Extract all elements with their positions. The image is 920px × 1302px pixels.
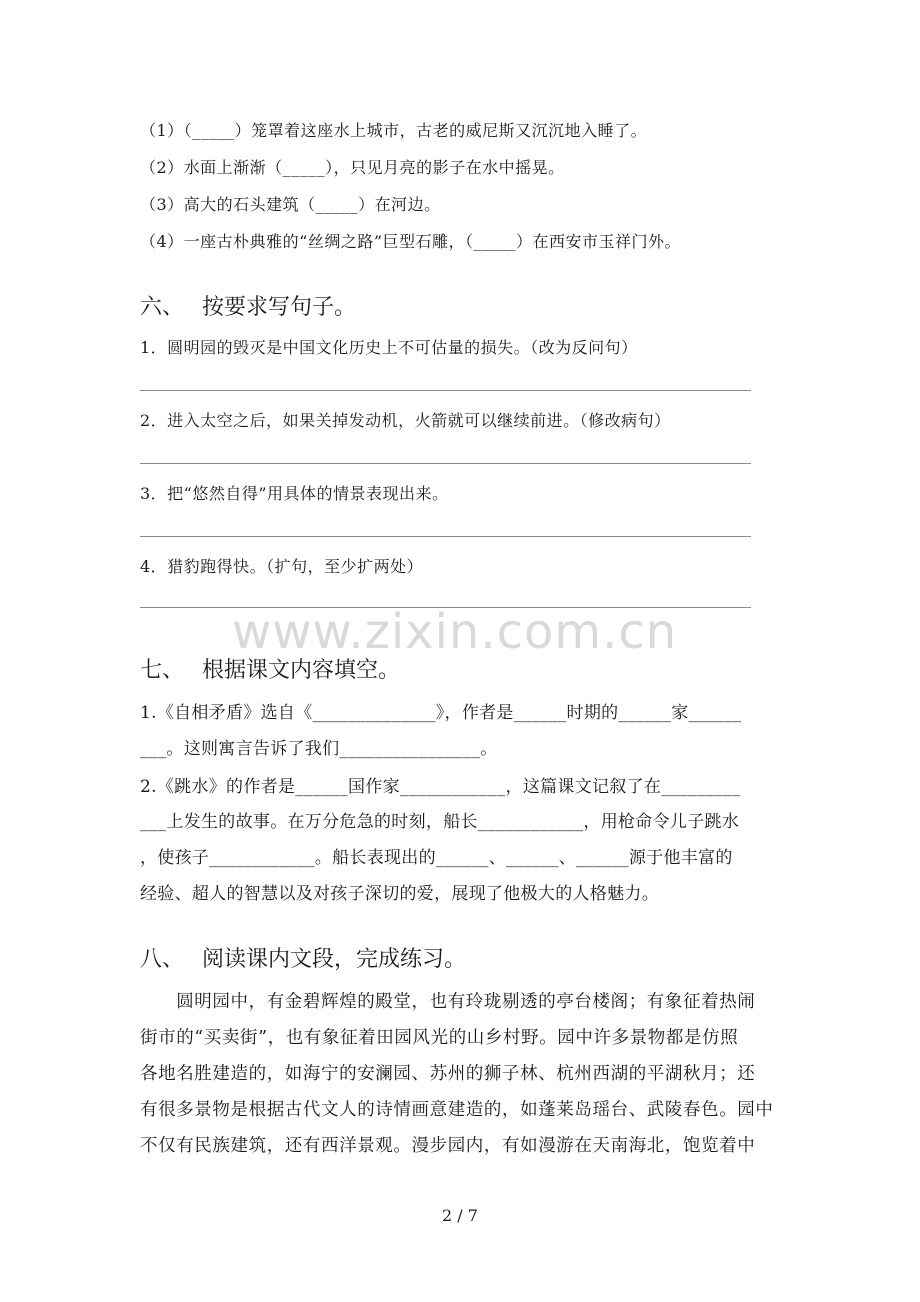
section-7-line-1: 1.《自相矛盾》选自《______________》，作者是______时期的______家______ <box>140 703 742 723</box>
watermark: www.zixin.com.cn <box>232 604 678 660</box>
fill-item-2: （2）水面上渐渐（_____），只见月亮的影子在水中摇晃。 <box>140 158 565 177</box>
fill-item-4: （4）一座古朴典雅的“丝绸之路”巨型石雕，（_____）在西安市玉祥门外。 <box>140 232 682 251</box>
section-7-title: 根据课文内容填空。 <box>202 658 401 683</box>
question-6-3: 3．把“悠然自得”用具体的情景表现出来。 <box>140 484 449 503</box>
fill-item-1: （1）（_____）笼罩着这座水上城市，古老的威尼斯又沉沉地入睡了。 <box>140 121 648 140</box>
section-6-title: 按要求写句子。 <box>202 295 357 320</box>
section-7-heading <box>140 653 400 684</box>
answer-line-6-1[interactable] <box>140 390 751 391</box>
section-7-number: 七、 <box>140 658 185 683</box>
section-7-line-6: 经验、超人的智慧以及对孩子深切的爱，展现了他极大的人格魅力。 <box>140 884 659 904</box>
passage-line-3: 各地名胜建造的，如海宁的安澜园、苏州的狮子林、杭州西湖的平湖秋月；还 <box>140 1064 756 1084</box>
section-7-line-5: ，使孩子____________。船长表现出的______、______、______源于他丰富的 <box>140 848 733 868</box>
question-6-4: 4．猎豹跑得快。（扩句，至少扩两处） <box>140 557 424 576</box>
question-6-2: 2．进入太空之后，如果关掉发动机，火箭就可以继续前进。（修改病句） <box>140 411 671 430</box>
passage-line-1: 圆明园中，有金碧辉煌的殿堂，也有玲珑剔透的亭台楼阁；有象征着热闹 <box>140 992 756 1012</box>
answer-line-6-2[interactable] <box>140 463 751 464</box>
section-6-number: 六、 <box>140 295 185 320</box>
section-7-line-2: ___。这则寓言告诉了我们________________。 <box>140 739 498 759</box>
section-8-heading <box>140 942 466 973</box>
answer-line-6-3[interactable] <box>140 536 751 537</box>
section-7-line-4: ___上发生的故事。在万分危急的时刻，船长____________，用枪命令儿子跳水 <box>140 812 740 832</box>
fill-item-3: （3）高大的石头建筑（_____）在河边。 <box>140 195 441 214</box>
passage-line-2: 街市的“买卖街”，也有象征着田园风光的山乡村野。园中许多景物都是仿照 <box>140 1028 739 1048</box>
passage-line-4: 有很多景物是根据古代文人的诗情画意建造的，如蓬莱岛瑶台、武陵春色。园中 <box>140 1100 774 1120</box>
section-6-heading <box>140 290 356 321</box>
passage-line-5: 不仅有民族建筑，还有西洋景观。漫步园内，有如漫游在天南海北，饱览着中 <box>140 1136 756 1156</box>
section-8-number: 八、 <box>140 947 185 972</box>
page-number: 2 / 7 <box>442 1206 478 1225</box>
section-7-line-3: 2.《跳水》的作者是______国作家____________，这篇课文记叙了在_________ <box>140 777 741 797</box>
question-6-1: 1．圆明园的毁灭是中国文化历史上不可估量的损失。（改为反问句） <box>140 338 638 357</box>
section-8-title: 阅读课内文段，完成练习。 <box>202 947 467 972</box>
